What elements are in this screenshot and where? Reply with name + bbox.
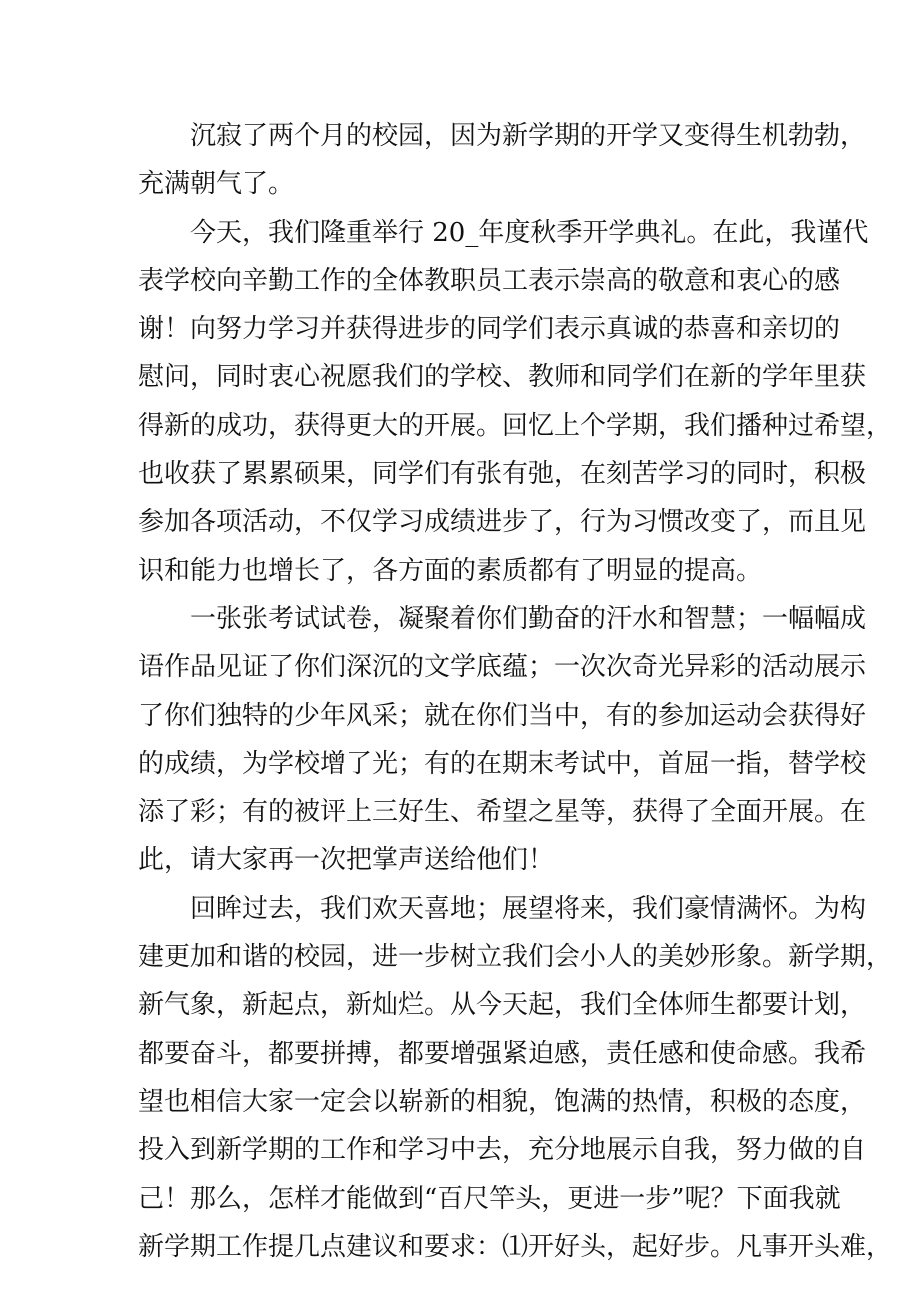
text-line: 了你们独特的少年风采；就在你们当中，有的参加运动会获得好	[138, 700, 867, 731]
text-line: 回眸过去，我们欢天喜地；展望将来，我们豪情满怀。为构	[190, 893, 867, 924]
text-line: 表学校向辛勤工作的全体教职员工表示崇高的敬意和衷心的感	[138, 265, 841, 296]
text-line: 参加各项活动，不仅学习成绩进步了，行为习惯改变了，而且见	[138, 507, 867, 538]
text-line: 的成绩，为学校增了光；有的在期末考试中，首屈一指，替学校	[138, 748, 867, 779]
text-line: 也收获了累累硕果，同学们有张有弛，在刻苦学习的同时，积极	[138, 459, 867, 490]
text-line: 新气象，新起点，新灿烂。从今天起，我们全体师生都要计划，	[138, 990, 867, 1021]
text-line: 一张张考试试卷，凝聚着你们勤奋的汗水和智慧；一幅幅成	[190, 603, 867, 634]
text-line: 慰问，同时衷心祝愿我们的学校、教师和同学们在新的学年里获	[138, 362, 867, 393]
text-line: 谢！向努力学习并获得进步的同学们表示真诚的恭喜和亲切的	[138, 314, 841, 345]
paragraph-4	[138, 885, 893, 1271]
text-line: 得新的成功，获得更大的开展。回忆上个学期，我们播种过希望，	[138, 410, 893, 441]
document-body	[138, 112, 893, 1271]
text-line: 建更加和谐的校园，进一步树立我们会小人的美妙形象。新学期，	[138, 942, 893, 973]
text-line: 沉寂了两个月的校园，因为新学期的开学又变得生机勃勃，	[190, 121, 867, 151]
text-line: 语作品见证了你们深沉的文学底蕴；一次次奇光异彩的活动展示	[138, 652, 867, 683]
text-line: 望也相信大家一定会以崭新的相貌，饱满的热情，积极的态度，	[138, 1086, 867, 1117]
text-line: 新学期工作提几点建议和要求：⑴开好头，起好步。凡事开头难，	[138, 1231, 893, 1262]
text-line: 己！那么，怎样才能做到“百尺竿头，更进一步”呢？下面我就	[138, 1183, 841, 1214]
text-line: 添了彩；有的被评上三好生、希望之星等，获得了全面开展。在	[138, 797, 867, 828]
paragraph-1	[138, 112, 867, 209]
text-line: 都要奋斗，都要拼搏，都要增强紧迫感，责任感和使命感。我希	[138, 1038, 867, 1069]
text-line: 识和能力也增长了，各方面的素质都有了明显的提高。	[138, 555, 763, 586]
text-line: 今天，我们隆重举行 20_年度秋季开学典礼。在此，我谨代	[190, 217, 869, 248]
text-line: 投入到新学期的工作和学习中去，充分地展示自我，努力做的自	[138, 1135, 867, 1166]
paragraph-3	[138, 595, 867, 885]
text-line: 充满朝气了。	[138, 169, 295, 200]
paragraph-2	[138, 209, 893, 595]
text-line: 此，请大家再一次把掌声送给他们！	[138, 845, 555, 876]
